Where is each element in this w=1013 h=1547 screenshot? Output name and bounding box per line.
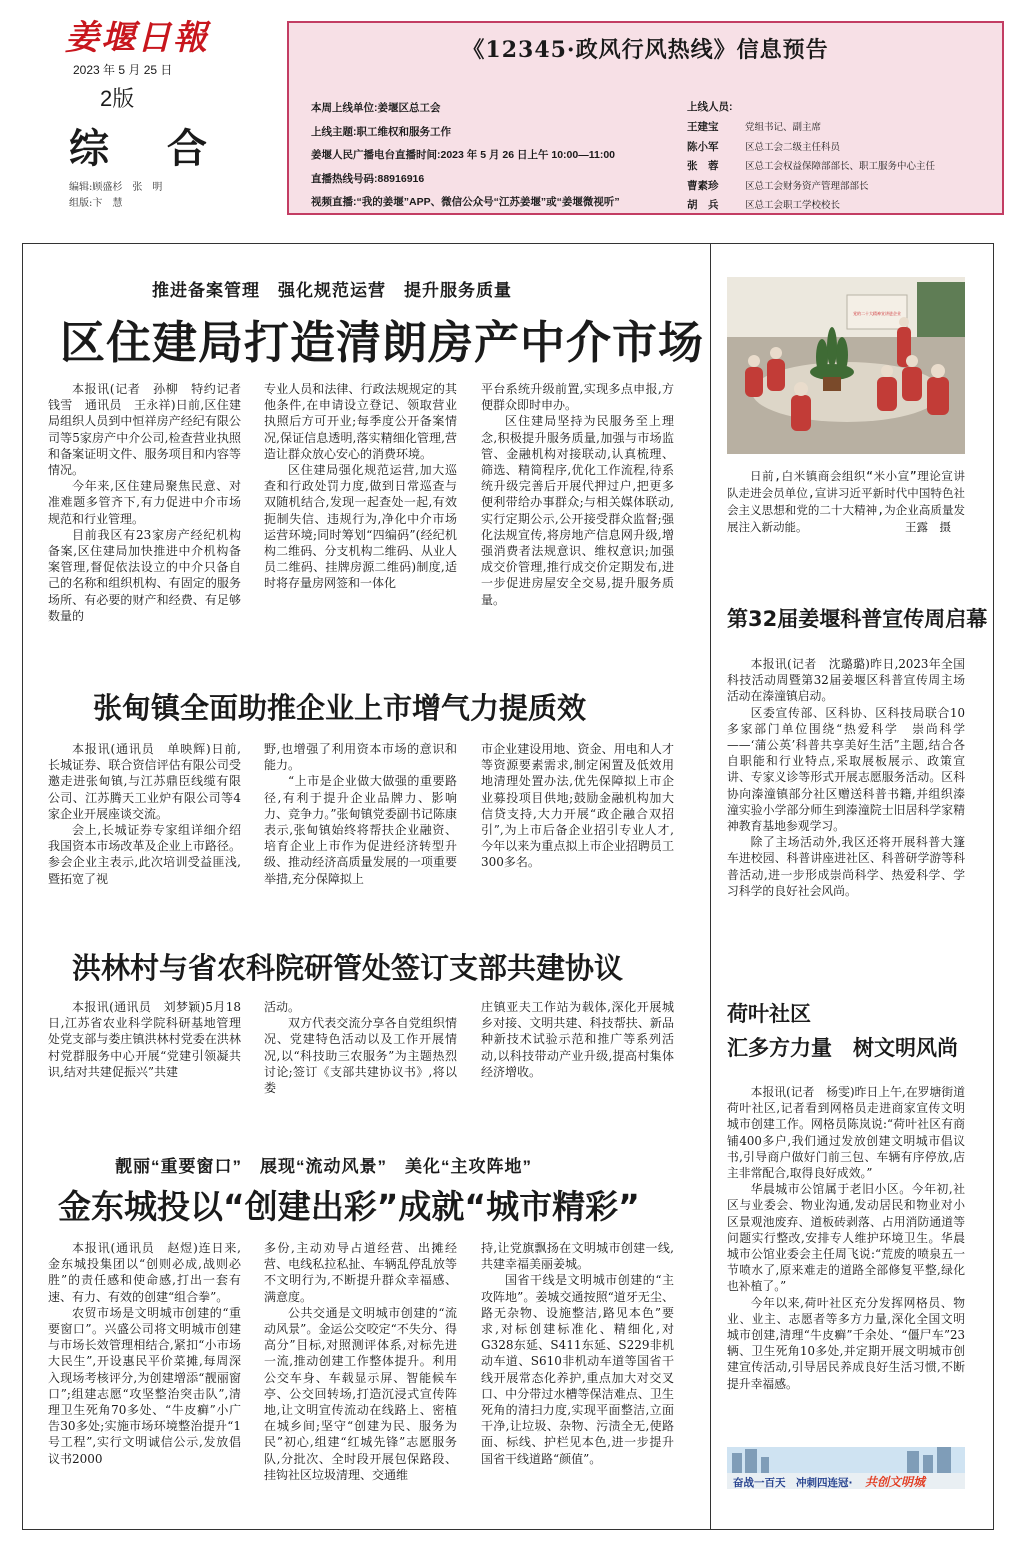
- masthead: [55, 10, 275, 215]
- article1-kicker: 推进备案管理 强化规范运营 提升服务质量: [152, 281, 512, 300]
- article1-column-1: [48, 381, 254, 642]
- hotline-people: [687, 96, 997, 216]
- issue-date: 2023 年 5 月 25 日: [73, 63, 173, 77]
- person-post: 党组书记、副主席: [745, 122, 822, 133]
- hotline-person-row: [687, 157, 997, 177]
- article2-headline: 张甸镇全面助推企业上市增气力提质效: [93, 691, 587, 725]
- hotline-person-row: [687, 177, 997, 197]
- article4-column-3: [481, 1240, 674, 1492]
- campaign-banner-graphic: [727, 1447, 965, 1489]
- article4-kicker: 靓丽“重要窗口” 展现“流动风景” 美化“主攻阵地”: [115, 1157, 532, 1176]
- editors-credit: [69, 180, 275, 212]
- layout-editor-line: 组版:卞 慧: [69, 198, 123, 209]
- article3-headline: 洪林村与省农科院研管处签订支部共建协议: [72, 951, 624, 985]
- photo-credit: 王露 摄: [905, 520, 951, 534]
- photo-caption-text: 日前,白米镇商会组织“米小宣”理论宣讲队走进会员单位,宣讲习近平新时代中国特色社会主义思想和党的二十大精神,为企业高质量发展注入新动能。: [727, 469, 965, 534]
- article2-paragraph: 市企业建设用地、资金、用电和人才等资源要素需求,制定闲置及低效用地清理处置办法,优先保障拟上市企业募投项目供地;鼓励金融机构加大信贷支持,大力开展“政企融合双招引”,为上市后备企业招引专业人才,今年以来为重点拟上市企业招聘员工300多名。: [481, 742, 674, 870]
- news-photo: [727, 277, 965, 454]
- article4-paragraph: 多份,主动劝导占道经营、出摊经营、电线私拉私扯、车辆乱停乱放等不文明行为,不断提升群众幸福感、满意度。: [264, 1241, 457, 1304]
- photo-caption: [727, 468, 965, 536]
- article3-paragraph: 活动。: [264, 1000, 301, 1014]
- person-name: 王建宝: [687, 121, 719, 133]
- hotline-title: 《12345·政风行风热线》信息预告: [462, 37, 829, 63]
- person-post: 区总工会财务资产管理部部长: [745, 180, 869, 192]
- article6-paragraph: 华晨城市公馆属于老旧小区。今年初,社区与业委会、物业沟通,发动居民和物业对小区景观池废弃、道板砖剥落、占用消防通道等问题实行整改,安排专人维护环境卫生。华晨城市公馆业委会主任周飞说:“荒废的喷泉五一节喷水了,原来难走的道路全部修复平整,绿化也补植了。”: [727, 1182, 965, 1294]
- banner-script-text: 共创文明城: [865, 1475, 926, 1489]
- column-divider: [710, 243, 711, 1530]
- article4-headline: 金东城投以“创建出彩”成就“城市精彩”: [58, 1187, 640, 1226]
- person-post: 区总工会二级主任科员: [745, 141, 841, 153]
- person-name: 陈小军: [687, 140, 719, 153]
- article2-lead: 本报讯(通讯员 单映辉)日前,长城证券、联合资信评估有限公司受邀走进张甸镇,与江苏鼎臣线缆有限公司、江苏腾天工业炉有限公司等4家企业开展座谈交流。: [48, 742, 241, 821]
- article4-column-2: [264, 1240, 457, 1492]
- article6-headline-line2: 汇多方力量 树文明风尚: [727, 1036, 958, 1060]
- article5-headline: 第32届姜堰科普宣传周启幕: [727, 607, 988, 631]
- screen-text: 党的二十大精神宣讲进企业: [853, 311, 901, 316]
- hotline-people-label: 上线人员:: [687, 101, 733, 113]
- article4-paragraph: 农贸市场是文明城市创建的“重要窗口”。兴盛公司将文明城市创建与市场长效管理相结合,紧扣“小市场大民生”,开设惠民平价菜摊,每周深入现场考核评分,为创建增添“靓丽窗口”;组建志愿“攻坚整治突击队”,清理卫生死角70多处、“牛皮癣”小广告30多处;实施市场环境整治提升“1号工程”,实行文明诚信公示,发放倡议书2000: [48, 1305, 241, 1466]
- hotline-topic: 上线主题:职工维权和服务工作: [311, 125, 451, 138]
- hotline-phone: 直播热线号码:88916916: [311, 172, 425, 185]
- hotline-person-row: [687, 196, 997, 216]
- meeting-photo-illustration: [727, 277, 965, 454]
- article1-column-3: [481, 381, 674, 642]
- editors-line: 编辑:顾盛杉 张 明: [69, 182, 163, 193]
- article6-paragraph: 今年以来,荷叶社区充分发挥网格员、物业、业主、志愿者等多方力量,深化全国文明城市创建,清理“牛皮癣”千余处、“僵尸车”23辆、卫生死角10多处,并定期开展文明城市创建宣传活动,引导居民养成良好生活习惯,不断提升幸福感。: [727, 1295, 965, 1391]
- hotline-details: [311, 97, 681, 215]
- article2-paragraph: “上市是企业做大做强的重要路径,有利于提升企业品牌力、影响力、竞争力。”张甸镇党委副书记陈康表示,张甸镇始终将帮扶企业融资、培育企业上市作为促进经济转型升级、推动经济高质量发展的一项重要举措,充分保障拟上: [264, 774, 457, 886]
- newspaper-logo: 姜堰日報: [65, 18, 209, 58]
- article3-lead: 本报讯(通讯员 刘梦颖)5月18日,江苏省农业科学院科研基地管理处党支部与娄庄镇洪林村党委在洪林村党群服务中心开展“党建引领凝共识,结对共建促振兴”共建: [48, 1000, 241, 1079]
- article1-paragraph: 平台系统升级前置,实现多点申报,方便群众即时申办。: [481, 382, 674, 413]
- article2-column-2: [264, 741, 457, 921]
- article3-paragraph: 庄镇亚夫工作站为载体,深化开展城乡对接、文明共建、科技帮扶、新品种新技术试验示范和推广等系列活动,以科技带动产业升级,提高村集体经济增收。: [481, 1000, 674, 1079]
- section-title: 综 合: [69, 125, 229, 172]
- article4-paragraph: 国省干线是文明城市创建的“主攻阵地”。姜城交通按照“道牙无尘、路无杂物、设施整洁,路见本色”要求,对标创建标准化、精细化,对G328东延、S411东延、S229非机动车道、S610非机动车道等国省干线开展常态化养护,重点加大对交叉口、中分带过水槽等保洁难点、卫生死角的清扫力度,实现平面整洁,立面干净,让垃圾、杂物、污渍全无,使路面、标线、护栏见本色,进一步提升国省干线道路“颜值”。: [481, 1273, 674, 1466]
- article6-lead: 本报讯(记者 杨雯)昨日上午,在罗塘街道荷叶社区,记者看到网格员走进商家宣传文明城市创建工作。网格员陈岚说:“荷叶社区有商铺400多户,我们通过发放创建文明城市倡议书,引导商户做好门前三包、车辆有序停放,店主非常配合,取得良好成效。”: [727, 1085, 965, 1181]
- hotline-notice-box: [287, 21, 1004, 215]
- article5-lead: 本报讯(记者 沈璐璐)昨日,2023年全国科技活动周暨第32届姜堰区科普宣传周主场活动在溱潼镇启动。: [727, 657, 965, 704]
- article5-paragraph: 区委宣传部、区科协、区科技局联合10多家部门单位围绕“热爱科学 崇尚科学——‘蒲公英’科普共享美好生活”主题,结合各自职能和行业特点,采取展板展示、政策宣讲、专家义诊等形式开展志愿服务活动。区科协向溱潼镇部分社区赠送科普书籍,并组织溱潼实验小学部分师生到溱潼院士旧居科学家精神教育基地参观学习。: [727, 705, 965, 834]
- article4-lead: 本报讯(通讯员 赵煜)连日来,金东城投集团以“创则必成,战则必胜”的责任感和使命感,打出一套有速、有力、有效的创建“组合拳”。: [48, 1241, 241, 1304]
- person-name: 胡 兵: [687, 199, 719, 211]
- article1-lead: 本报讯(记者 孙柳 特约记者 钱雪 通讯员 王永祥)日前,区住建局组织人员到中恒祥房产经纪有限公司等5家房产中介公司,检查营业执照和备案证明文件、服务项目和内容等情况。: [48, 382, 254, 478]
- banner-text: 奋战一百天 冲刺四连冠·: [733, 1477, 853, 1489]
- article1-paragraph: 今年来,区住建局聚焦民意、对准难题多管齐下,有力促进中介市场规范和行业管理。: [48, 479, 241, 526]
- article4-column-1: [48, 1240, 241, 1492]
- article2-column-1: [48, 741, 241, 921]
- article1-column-2: [264, 381, 457, 642]
- page-number: 2版: [100, 86, 135, 111]
- hotline-person-row: [687, 118, 997, 138]
- campaign-banner: [727, 1447, 965, 1489]
- article1-paragraph: 区住建局强化规范运营,加大巡查和行政处罚力度,做到日常巡查与双随机结合,发现一起查处一起,有效扼制失信、违规行为,净化中介市场运营环境;同时筹划“四编码”(经纪机构二维码、分支机构二维码、从业人员二维码、挂牌房源二维码)制度,适时将存量房网签和一体化: [264, 463, 457, 591]
- article1-paragraph: 专业人员和法律、行政法规规定的其他条件,在申请设立登记、领取营业执照后方可开业;每季度公开备案情况,保证信息透明,落实精细化管理,营造让群众放心安心的消费环境。: [264, 382, 457, 461]
- article5-paragraph: 除了主场活动外,我区还将开展科普大篷车进校园、科普讲座进社区、科普研学游等科普活动,进一步形成崇尚科学、热爱科学、学习科学的良好社会风尚。: [727, 835, 965, 898]
- article6-headline-line1: 荷叶社区: [727, 1002, 811, 1026]
- article2-paragraph: 野,也增强了利用资本市场的意识和能力。: [264, 742, 457, 773]
- article1-paragraph: 区住建局坚持为民服务至上理念,积极提升服务质量,加强与市场监管、金融机构对接联动,认真梳理、筛选、精简程序,优化工作流程,待系统升级完善后开展代押过户,把更多便利带给办事群众;与相关媒体联动,实行定期公示,公开接受群众监督;强化法规宣传,将房地产信息网升级,增强消费者法规意识、维权意识;加强成交价管理,推行成交价定期发布,进一步促进房屋安全交易,提升服务质量。: [481, 414, 674, 607]
- article2-column-3: [481, 741, 674, 921]
- person-post: 区总工会权益保障部部长、职工服务中心主任: [745, 161, 936, 172]
- article3-column-2: [264, 999, 457, 1114]
- hotline-video: 视频直播:“我的姜堰”APP、微信公众号“江苏姜堰”或“姜堰微视听”: [311, 196, 620, 208]
- article6-body: [727, 1084, 965, 1440]
- person-post: 区总工会职工学校校长: [745, 200, 841, 211]
- article5-body: [727, 656, 965, 946]
- article3-column-3: [481, 999, 674, 1114]
- article3-column-1: [48, 999, 241, 1114]
- hotline-unit: 本周上线单位:姜堰区总工会: [311, 102, 441, 114]
- article4-paragraph: 公共交通是文明城市创建的“流动风景”。金运公交咬定“不失分、得高分”目标,对照测评体系,对标先进一流,推动创建工作整体提升。利用公交车身、车载显示屏、智能候车亭、公交回转场,打造沉浸式宣传阵地,让文明宣传流动在线路上、密植在城乡间;坚守“创建为民、服务为民”初心,组建“红城先锋”志愿服务队,分批次、全时段开展包保路段、挂钩社区垃圾清理、交通维: [264, 1305, 457, 1482]
- article2-paragraph: 会上,长城证券专家组详细介绍我国资本市场改革及企业上市路径。参会企业主表示,此次培训受益匪浅,暨拓宽了视: [48, 823, 241, 886]
- article1-paragraph: 目前我区有23家房产经纪机构备案,区住建局加快推进中介机构备案管理,督促依法设立的中介只备自己的名称和组织机构、有固定的服务场所、有必要的财产和经费、有足够数量的: [48, 527, 241, 623]
- hotline-broadcast-time: 姜堰人民广播电台直播时间:2023 年 5 月 26 日上午 10:00—11:00: [311, 149, 616, 161]
- article3-paragraph: 双方代表交流分享各自党组织情况、党建特色活动以及工作开展情况,以“科技助三农服务”为主题热烈讨论;签订《支部共建协议书》,将以娄: [264, 1016, 457, 1096]
- article1-headline: 区住建局打造清朗房产中介市场: [60, 316, 705, 369]
- person-name: 曹素珍: [687, 179, 719, 192]
- person-name: 张 蓉: [687, 160, 719, 172]
- hotline-person-row: [687, 138, 997, 158]
- article4-paragraph: 持,让党旗飘扬在文明城市创建一线,共建幸福美丽姜城。: [481, 1241, 674, 1272]
